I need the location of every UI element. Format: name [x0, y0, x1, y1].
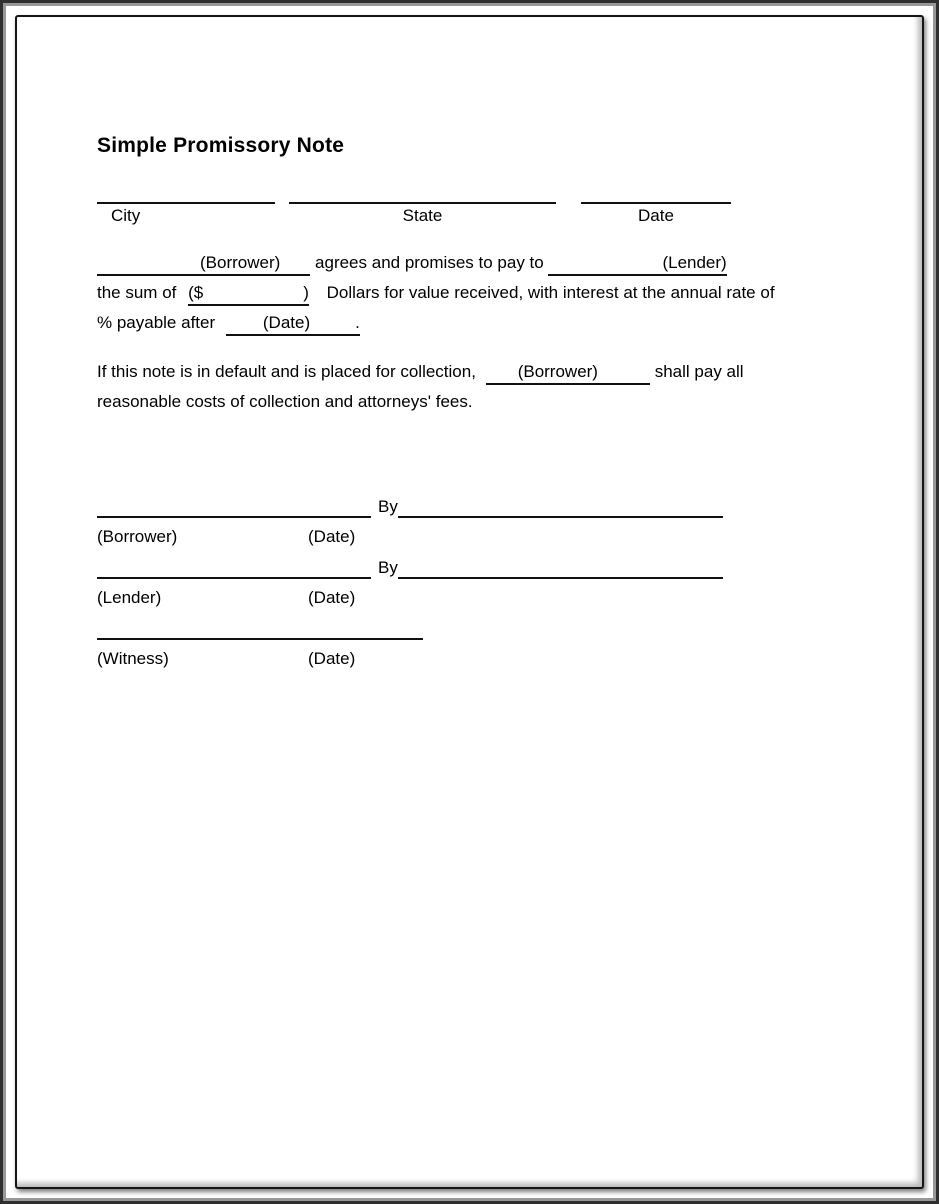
borrower-by-label: By — [378, 497, 398, 516]
promise-paragraph-line-3 — [97, 308, 812, 338]
lender-date-label: (Date) — [308, 588, 356, 607]
borrower-party-label: (Borrower) — [97, 527, 178, 546]
state-field — [289, 202, 556, 226]
lender-party-label: (Lender) — [97, 588, 162, 607]
payable-text: % payable after — [97, 313, 216, 332]
promissory-note-page — [15, 15, 924, 1189]
collection-text: If this note is in default and is placed for collection, — [97, 362, 476, 381]
city-label: City — [111, 206, 141, 225]
date-field — [581, 202, 731, 226]
default-paragraph — [97, 357, 812, 417]
signature-block — [97, 492, 812, 669]
lender-hint: (Lender) — [662, 253, 727, 272]
default-borrower-blank — [486, 361, 650, 385]
default-suffix-text: shall pay all — [654, 362, 744, 381]
borrower-signature-line — [97, 494, 371, 518]
default-borrower-hint: (Borrower) — [517, 362, 598, 381]
page-title: Simple Promissory Note — [97, 134, 345, 157]
city-field — [97, 202, 275, 226]
promise-paragraph-line-2 — [97, 278, 812, 308]
amount-blank — [188, 282, 309, 306]
borrower-name-blank — [97, 252, 310, 276]
amount-open-paren: ($ — [188, 283, 204, 302]
witness-date-label: (Date) — [308, 649, 356, 668]
header-fields-row — [97, 202, 812, 226]
promise-text: agrees and promises to pay to — [315, 253, 544, 272]
borrower-signature-labels — [97, 527, 812, 547]
received-text: Dollars for value received, with interest at the annual rate of — [326, 283, 775, 302]
borrower-date-label: (Date) — [308, 527, 356, 546]
borrower-by-line — [398, 494, 723, 518]
promise-paragraph — [97, 248, 812, 338]
mid-frame-border — [3, 3, 936, 1201]
lender-signature-row — [97, 553, 812, 579]
borrower-signature-row — [97, 492, 812, 518]
lender-signature-line — [97, 555, 371, 579]
state-blank-line — [289, 202, 556, 204]
lender-by-line — [398, 555, 723, 579]
amount-close-paren: ) — [303, 283, 309, 302]
witness-signature-labels — [97, 649, 812, 669]
default-paragraph-line-1 — [97, 357, 812, 387]
default-paragraph-line-2 — [97, 387, 812, 417]
payable-date-blank — [226, 312, 360, 336]
sentence-period: . — [355, 313, 360, 332]
witness-signature-row — [97, 614, 812, 640]
borrower-hint: (Borrower) — [200, 253, 281, 272]
fees-text: reasonable costs of collection and attorneys' fees. — [97, 392, 473, 411]
promise-paragraph-line-1 — [97, 248, 812, 278]
payable-date-hint: (Date) — [262, 313, 311, 332]
lender-name-blank — [548, 252, 726, 276]
lender-by-label: By — [378, 558, 398, 577]
witness-signature-line — [97, 616, 423, 640]
date-blank-line — [581, 202, 731, 204]
sum-text: the sum of — [97, 283, 177, 302]
city-blank-line — [97, 202, 275, 204]
state-label: State — [402, 206, 443, 225]
witness-party-label: (Witness) — [97, 649, 169, 668]
lender-signature-labels — [97, 588, 812, 608]
date-label: Date — [638, 206, 674, 225]
